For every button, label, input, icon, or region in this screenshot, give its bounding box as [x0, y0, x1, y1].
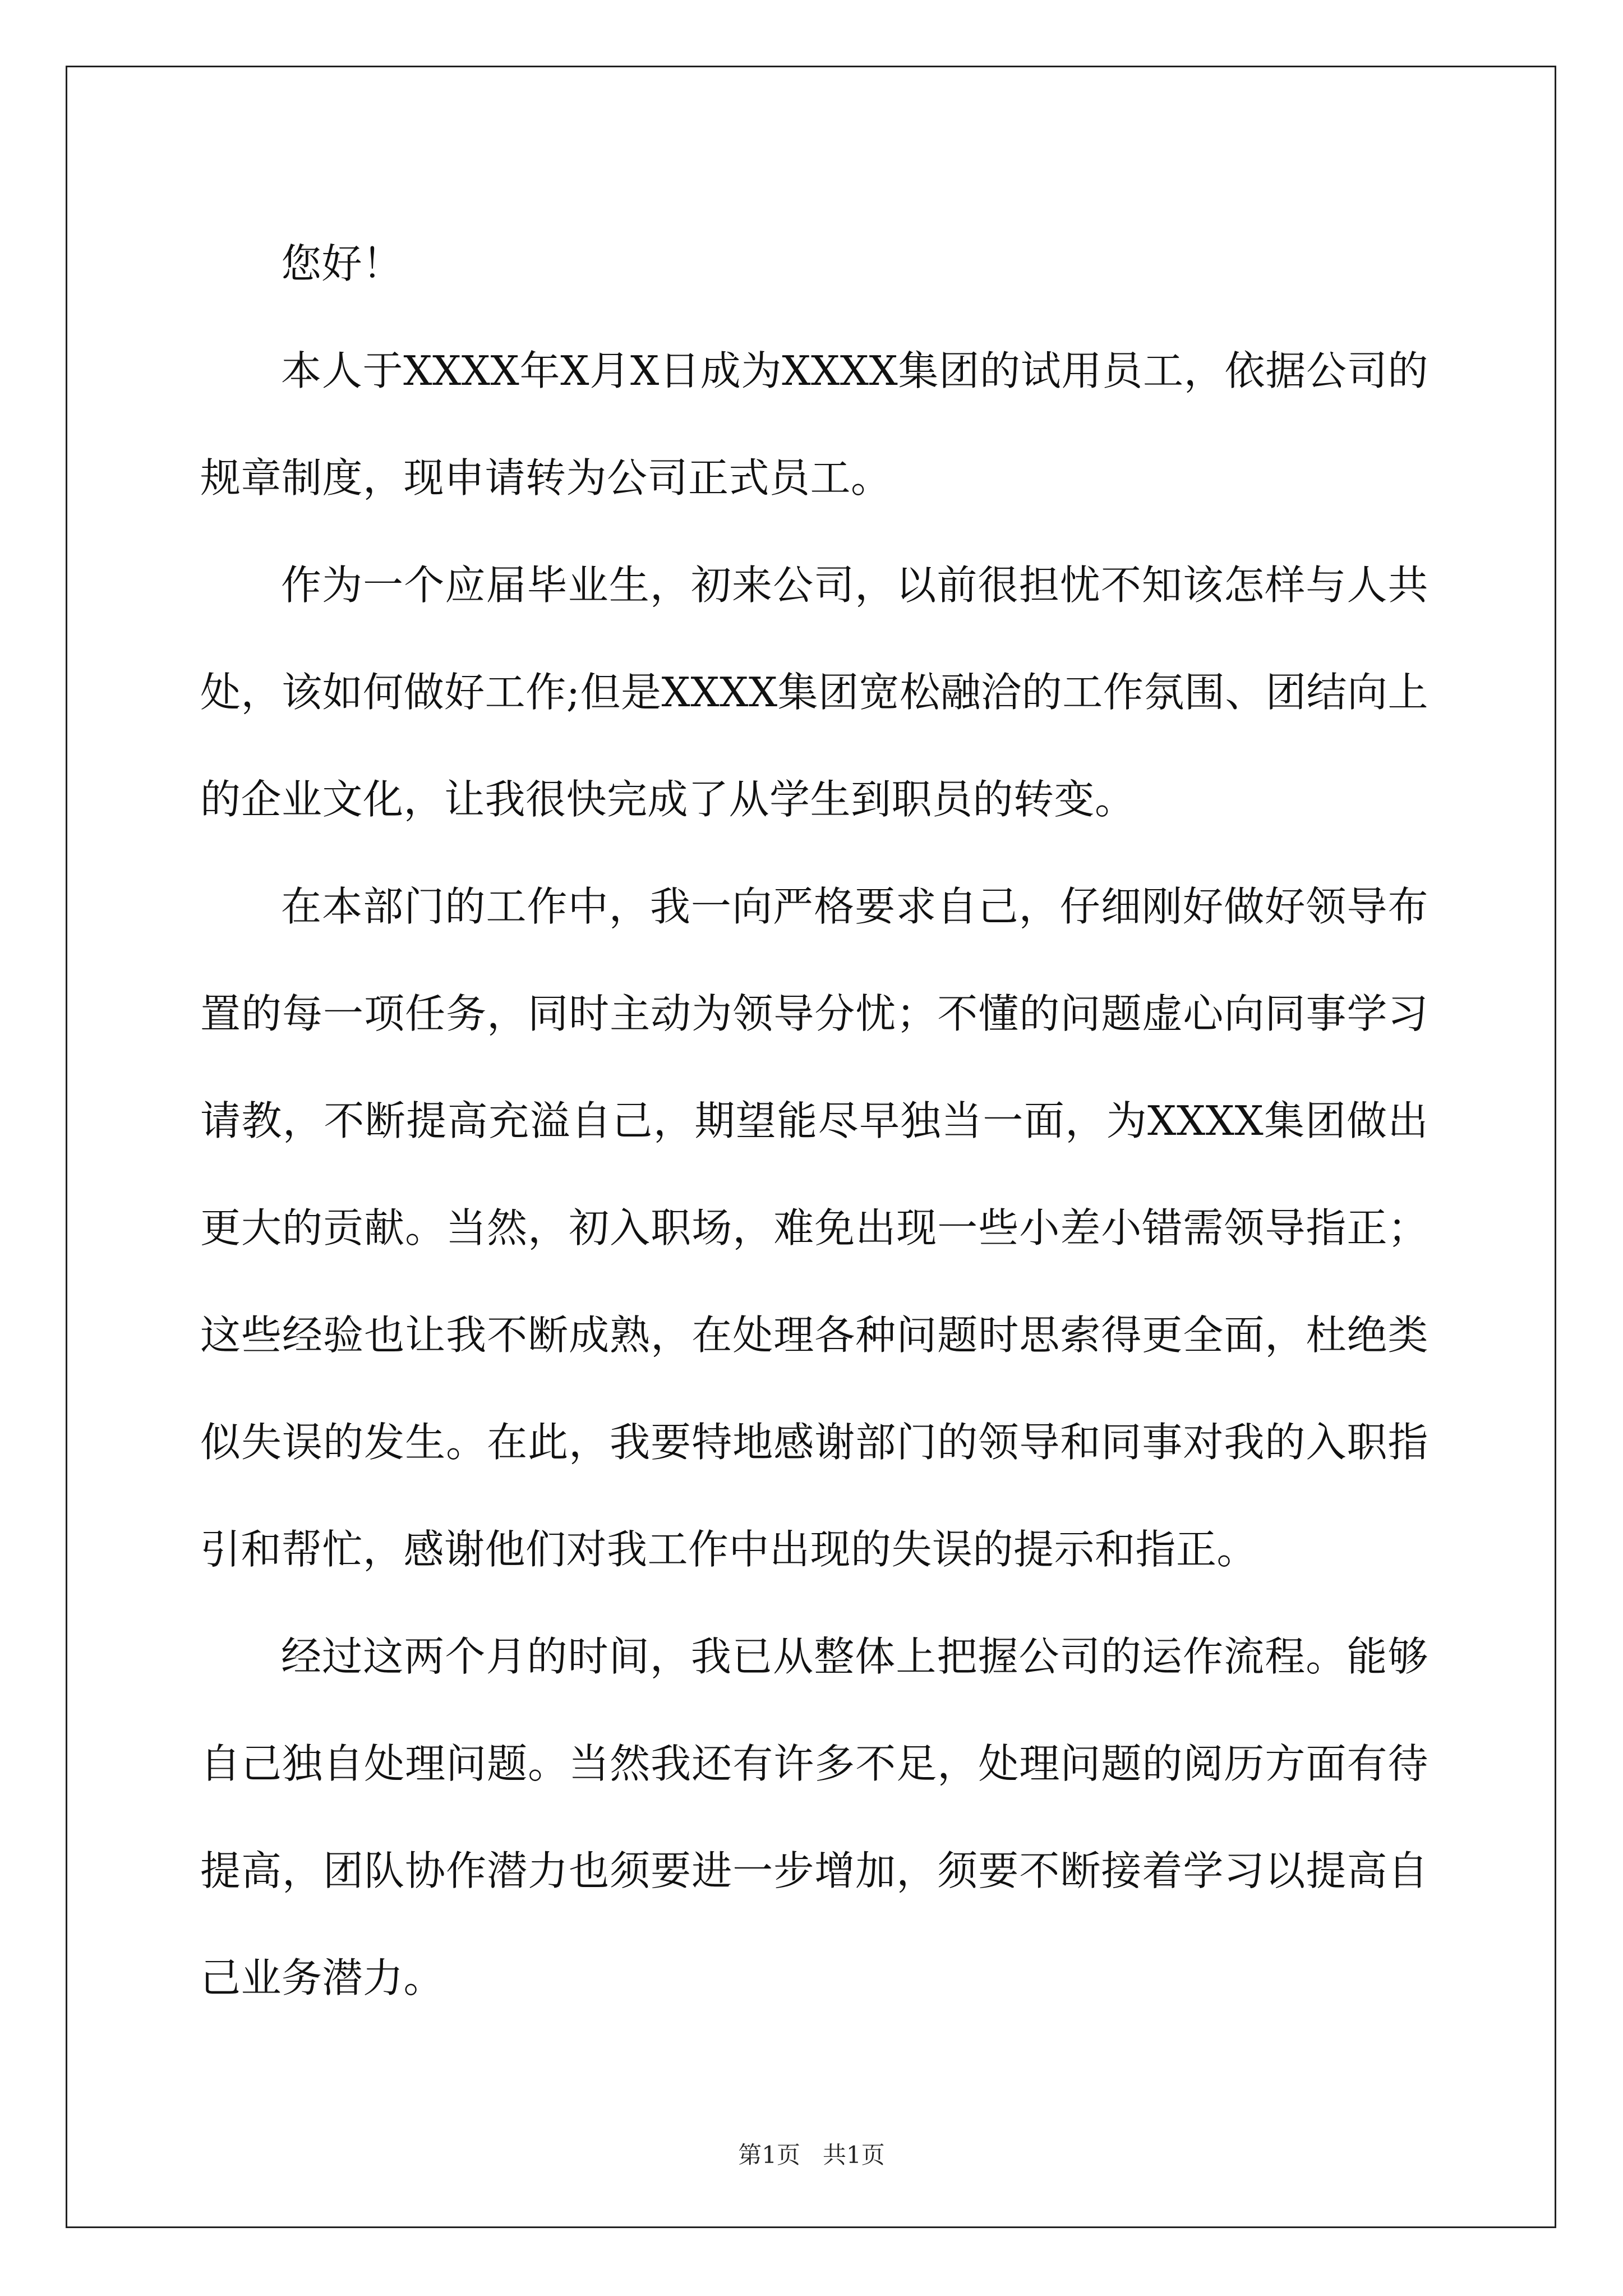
- body-paragraph: 在本部门的工作中，我一向严格要求自己，仔细刚好做好领导布置的每一项任务，同时主动为领导分忧；不懂的问题虚心向同事学习请教，不断提高充溢自己，期望能尽早独当一面，为XXXX集团做出更大的贡献。当然，初入职场，难免出现一些小差小错需领导指正；这些经验也让我不断成熟，在处理各种问题时思索得更全面，杜绝类似失误的发生。在此，我要特地感谢部门的领导和同事对我的入职指引和帮忙，感谢他们对我工作中出现的失误的提示和指正。: [200, 883, 1428, 1573]
- page-total: 共1页: [823, 2141, 885, 2169]
- body-paragraph: 作为一个应届毕业生，初来公司，以前很担忧不知该怎样与人共处，该如何做好工作;但是XXXX集团宽松融洽的工作氛围、团结向上的企业文化，让我很快完成了从学生到职员的转变。: [200, 562, 1428, 823]
- page-footer: [0, 2138, 1623, 2172]
- document-body: [200, 210, 1428, 2032]
- body-paragraph: 经过这两个月的时间，我已从整体上把握公司的运作流程。能够自己独自处理问题。当然我还有许多不足，处理问题的阅历方面有待提高，团队协作潜力也须要进一步增加，须要不断接着学习以提高自己业务潜力。: [200, 1633, 1428, 2001]
- greeting-paragraph: 您好！: [281, 240, 403, 287]
- body-paragraph: 本人于XXXX年X月X日成为XXXX集团的试用员工，依据公司的规章制度，现申请转为公司正式员工。: [200, 347, 1428, 501]
- page-number: 第1页: [738, 2141, 800, 2169]
